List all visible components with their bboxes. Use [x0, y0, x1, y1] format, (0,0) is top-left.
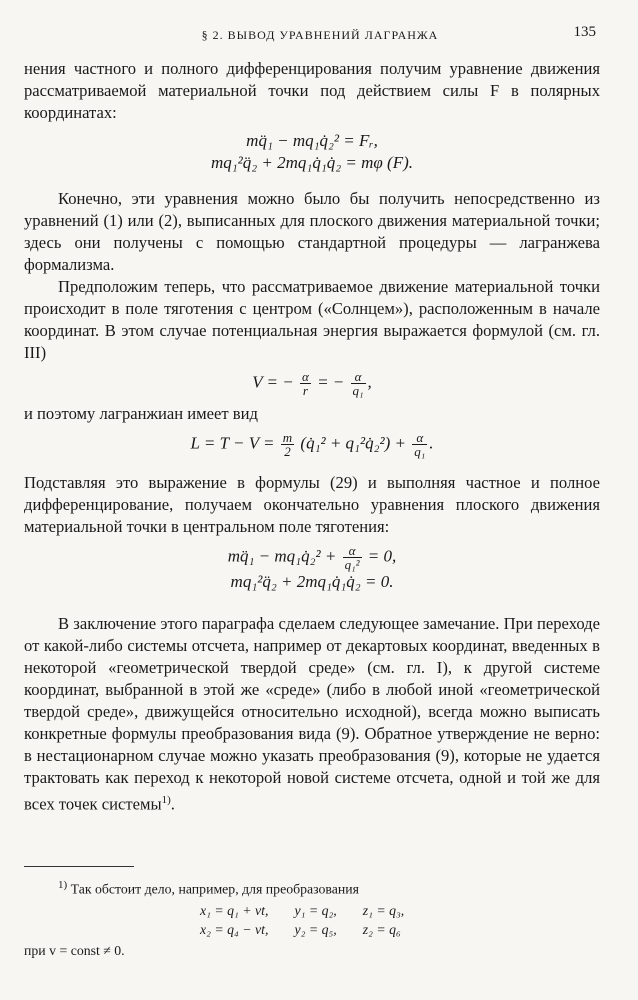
- running-head: [40, 22, 600, 46]
- equation-line: mq̈₁ − mq₁q̇₂² = Fᵣ,: [246, 131, 378, 150]
- paragraph-4: и поэтому лагранжиан имеет вид: [24, 404, 258, 423]
- equation-part: = −: [317, 372, 345, 392]
- footnote-reference[interactable]: 1): [161, 794, 171, 806]
- equation-part: mq̈₁ − mq₁q̇₂² +: [227, 546, 337, 566]
- fraction: $\frac{\alpha}{r}$: [301, 369, 309, 398]
- footnote: [24, 876, 600, 960]
- footnote-divider: [24, 866, 134, 867]
- footnote-marker: 1): [58, 879, 68, 891]
- equation-part: (q̇₁² + q₁²q̇₂²) +: [300, 433, 406, 453]
- fraction: $\frac{\alpha}{\text{q₁²}}$: [344, 543, 360, 572]
- paragraph-2: Конечно, эти уравнения можно было бы получить непосредственно из уравнений (1) или (2), выписанных для плоского движения материальной точки; здесь они получены с помощью стандартной процедуры — лагранжева формализма.: [24, 189, 600, 274]
- equation-part: = 0,: [367, 546, 397, 566]
- equation-line: mq₁²q̈₂ + 2mq₁q̇₁q̇₂ = mφ (F).: [210, 153, 414, 172]
- footnote-equation-row: x₂ = q₄ − vt, y₂ = q₅, z₂ = q₆: [200, 921, 401, 937]
- section-title: § 2. ВЫВОД УРАВНЕНИЙ ЛАГРАНЖА: [201, 28, 439, 42]
- equation-part: L = T − V =: [190, 433, 275, 453]
- paragraph-6: В заключение этого параграфа сделаем следующее замечание. При переходе от какой-либо системы отсчета, например от декартовых координат, введенных в некоторой «геометрической твердой среде» (см. гл. I), к другой системе координат, выбранной в этой же «среде» (либо в любой иной «геометрической твердой среде», движущейся относительно исходной), всегда можно выписать конкретные формулы преобразования вида (9). Обратное утверждение не верно: в нестационарном случае можно указать преобразования (9), которые не удается трактовать как переход к некоторой новой системе отсчета, одной и той же для всех точек системы$^{1)}$.: [24, 614, 600, 814]
- fraction: $\frac{m}{2}$: [282, 430, 293, 459]
- footnote-equation-row: x₁ = q₁ + vt, y₁ = q₂, z₁ = q₃,: [200, 902, 405, 918]
- paragraph-5: Подставляя это выражение в формулы (29) и выполняя частное и полное дифференцирование, получаем окончательно уравнения плоского движения материальной точки в центральном поле тяготения:: [24, 473, 600, 536]
- paragraph-1: нения частного и полного дифференцирования получим уравнение движения рассматриваемой материальной точки под действием силы F в полярных координатах:: [24, 59, 600, 122]
- equation-potential: V = − $\frac{\alpha}{r}$ = − $\frac{\alpha}{\text{q₁}}$ ,: [252, 369, 372, 398]
- page-number: 135: [573, 24, 596, 40]
- equation-polar-motion: [24, 130, 600, 174]
- footnote-equations: [200, 901, 600, 939]
- equation-central-field: [24, 544, 600, 593]
- equation-lagrangian: L = T − V = $\frac{m}{2}$ (q̇₁² + q₁²q̇₂²) + $\frac{\alpha}{\text{q₁}}$ .: [190, 430, 434, 459]
- footnote-tail: при v = const ≠ 0.: [24, 942, 125, 958]
- fraction: $\frac{\alpha}{\text{q₁}}$: [414, 430, 426, 459]
- equation-part: V = −: [252, 372, 294, 392]
- fraction: $\frac{\alpha}{\text{q₁}}$: [352, 369, 364, 398]
- equation-line: mq₁²q̈₂ + 2mq₁q̇₁q̇₂ = 0.: [230, 572, 394, 591]
- footnote-text: Так обстоит дело, например, для преобразования: [70, 881, 359, 897]
- paragraph-3: Предположим теперь, что рассматриваемое движение материальной точки происходит в поле тяготения с центром («Солнцем»), расположенным в начале координат. В этом случае потенциальная энергия выражается формулой (см. гл. III): [24, 277, 600, 362]
- body-text: [24, 58, 600, 816]
